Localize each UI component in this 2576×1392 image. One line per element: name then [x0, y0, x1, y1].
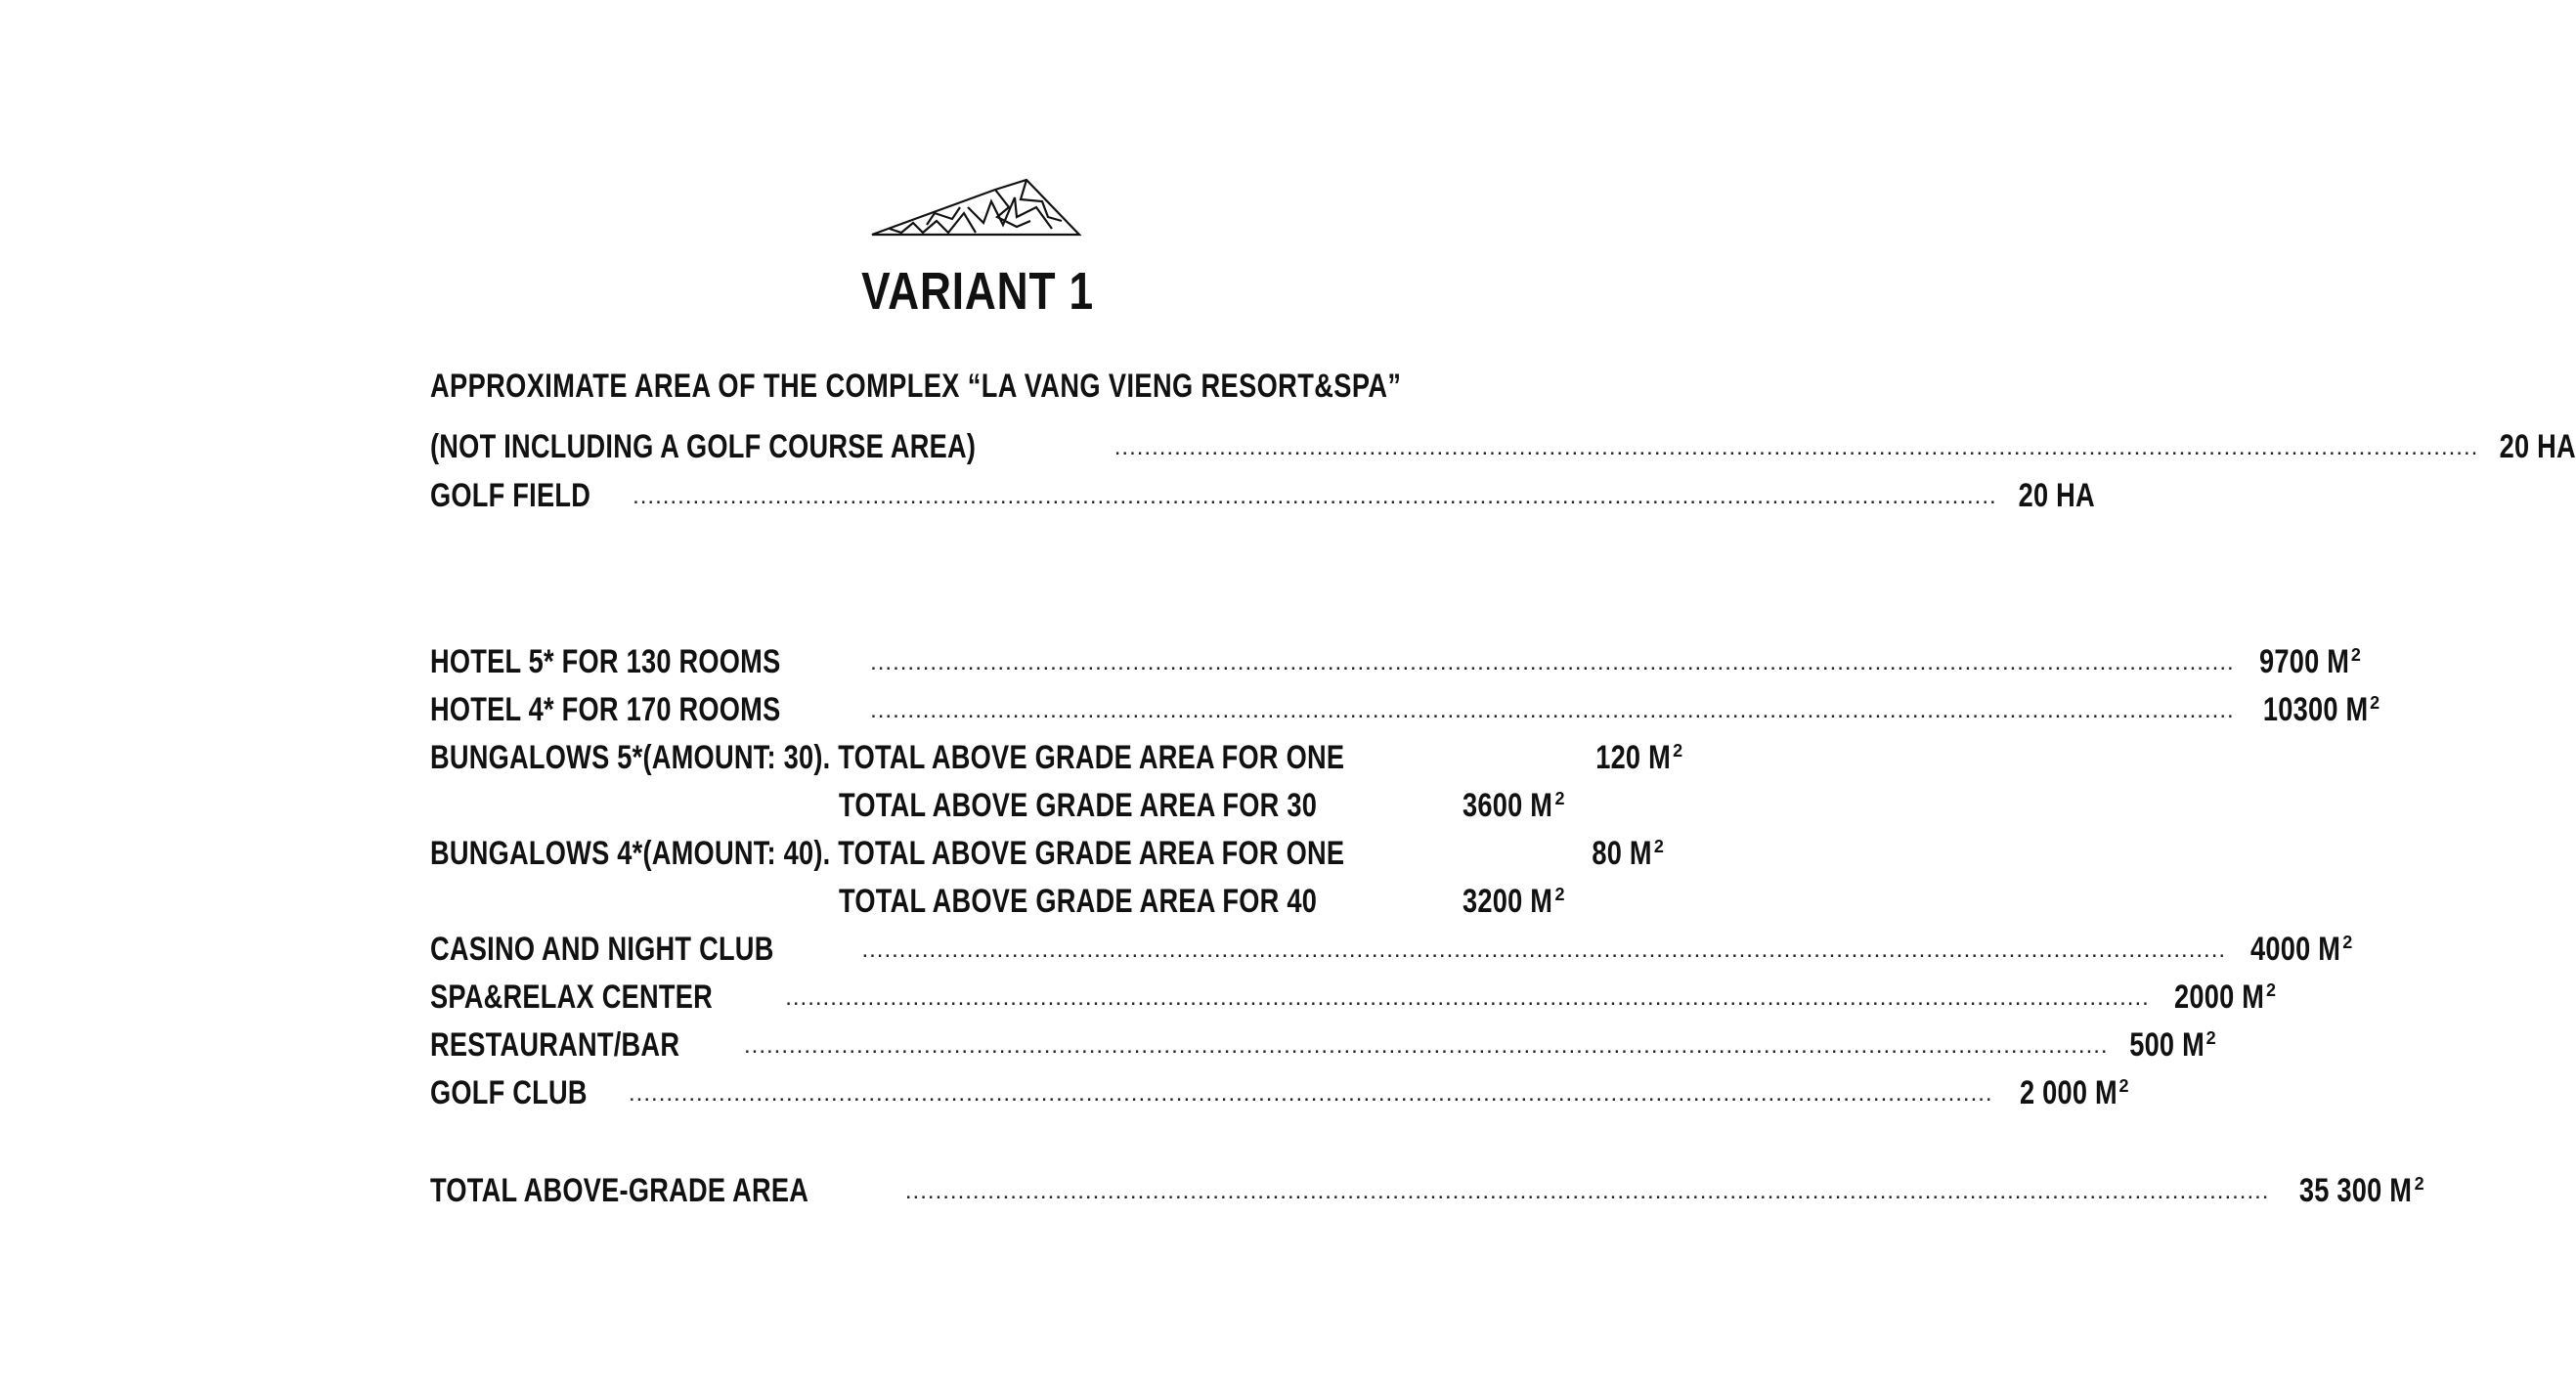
unit-superscript: 2 [2414, 1173, 2424, 1194]
area-row-bungalows-5-total [839, 784, 1565, 827]
leader-dots: ...................................................................................................................................................................................... [1113, 434, 2479, 460]
unit-superscript: 2 [2266, 979, 2277, 1000]
row-value: 80 M [1592, 835, 1652, 872]
row-label: TOTAL ABOVE-GRADE AREA [430, 1172, 809, 1209]
row-label: BUNGALOWS 5*(AMOUNT: 30). TOTAL ABOVE GRADE AREA FOR ONE [430, 739, 1345, 776]
area-row-casino [430, 928, 2353, 971]
row-value: 4000 M [2250, 931, 2341, 968]
unit-superscript: 2 [1673, 740, 1683, 761]
unit-superscript: 2 [2118, 1075, 2129, 1096]
area-row-golf-club [430, 1071, 2129, 1114]
row-value: 35 300 M [2299, 1172, 2413, 1209]
total-area-row [430, 1169, 2424, 1212]
unit-superscript: 2 [2205, 1027, 2216, 1048]
row-label: TOTAL ABOVE GRADE AREA FOR 30 [839, 787, 1318, 824]
area-row-golf-field [430, 474, 2095, 517]
row-value: 9700 M [2258, 643, 2349, 680]
area-row-bungalows-4-total [839, 880, 1565, 923]
roof-logo-icon [870, 178, 1081, 237]
row-value: 2000 M [2173, 979, 2264, 1016]
area-row-restaurant [430, 1023, 2216, 1066]
row-value: 20 HA [2499, 428, 2576, 465]
row-value: 2 000 M [2019, 1074, 2118, 1111]
unit-superscript: 2 [2370, 692, 2380, 713]
area-row-spa [430, 976, 2277, 1019]
row-label: RESTAURANT/BAR [430, 1026, 680, 1064]
row-label: HOTEL 5* FOR 130 ROOMS [430, 643, 781, 680]
leader-dots: ...................................................................................................................................................................................... [785, 984, 2150, 1011]
complex-area-heading: APPROXIMATE AREA OF THE COMPLEX “LA VANG VIENG RESORT&SPA” [430, 368, 1402, 405]
area-row-hotel-4 [430, 688, 2380, 731]
row-label: HOTEL 4* FOR 170 ROOMS [430, 691, 781, 728]
unit-superscript: 2 [1554, 788, 1565, 808]
area-row-complex [430, 425, 2576, 468]
row-value: 120 M [1595, 739, 1672, 776]
row-label: (NOT INCLUDING A GOLF COURSE AREA) [430, 428, 977, 465]
row-label: CASINO AND NIGHT CLUB [430, 931, 774, 968]
leader-dots: ...................................................................................................................................................................................... [870, 649, 2235, 675]
row-value: 500 M [2128, 1026, 2205, 1064]
row-value: 3600 M [1463, 787, 1553, 824]
row-label: GOLF FIELD [430, 477, 591, 514]
leader-dots: ...................................................................................................................................................................................... [861, 936, 2227, 963]
row-label: SPA&RELAX CENTER [430, 979, 713, 1016]
row-value: 20 HA [2018, 477, 2095, 514]
area-row-hotel-5 [430, 640, 2362, 683]
row-label: GOLF CLUB [430, 1074, 588, 1111]
unit-superscript: 2 [2342, 932, 2353, 952]
leader-dots: ...................................................................................................................................................................................... [629, 1080, 1993, 1107]
leader-dots: ...................................................................................................................................................................................... [870, 697, 2235, 723]
unit-superscript: 2 [1554, 884, 1565, 904]
row-label: BUNGALOWS 4*(AMOUNT: 40). TOTAL ABOVE GRADE AREA FOR ONE [430, 835, 1345, 872]
leader-dots: ...................................................................................................................................................................................... [633, 483, 1997, 509]
unit-superscript: 2 [1653, 836, 1665, 856]
row-value: 3200 M [1463, 883, 1553, 920]
row-label: TOTAL ABOVE GRADE AREA FOR 40 [839, 883, 1318, 920]
leader-dots: ...................................................................................................................................................................................... [744, 1032, 2109, 1059]
row-value: 10300 M [2262, 691, 2369, 728]
leader-dots: ...................................................................................................................................................................................... [904, 1178, 2270, 1204]
area-row-bungalows-5-one [430, 736, 1683, 779]
page-title: VARIANT 1 [861, 262, 1094, 321]
area-row-bungalows-4-one [430, 832, 1665, 875]
unit-superscript: 2 [2350, 644, 2362, 665]
